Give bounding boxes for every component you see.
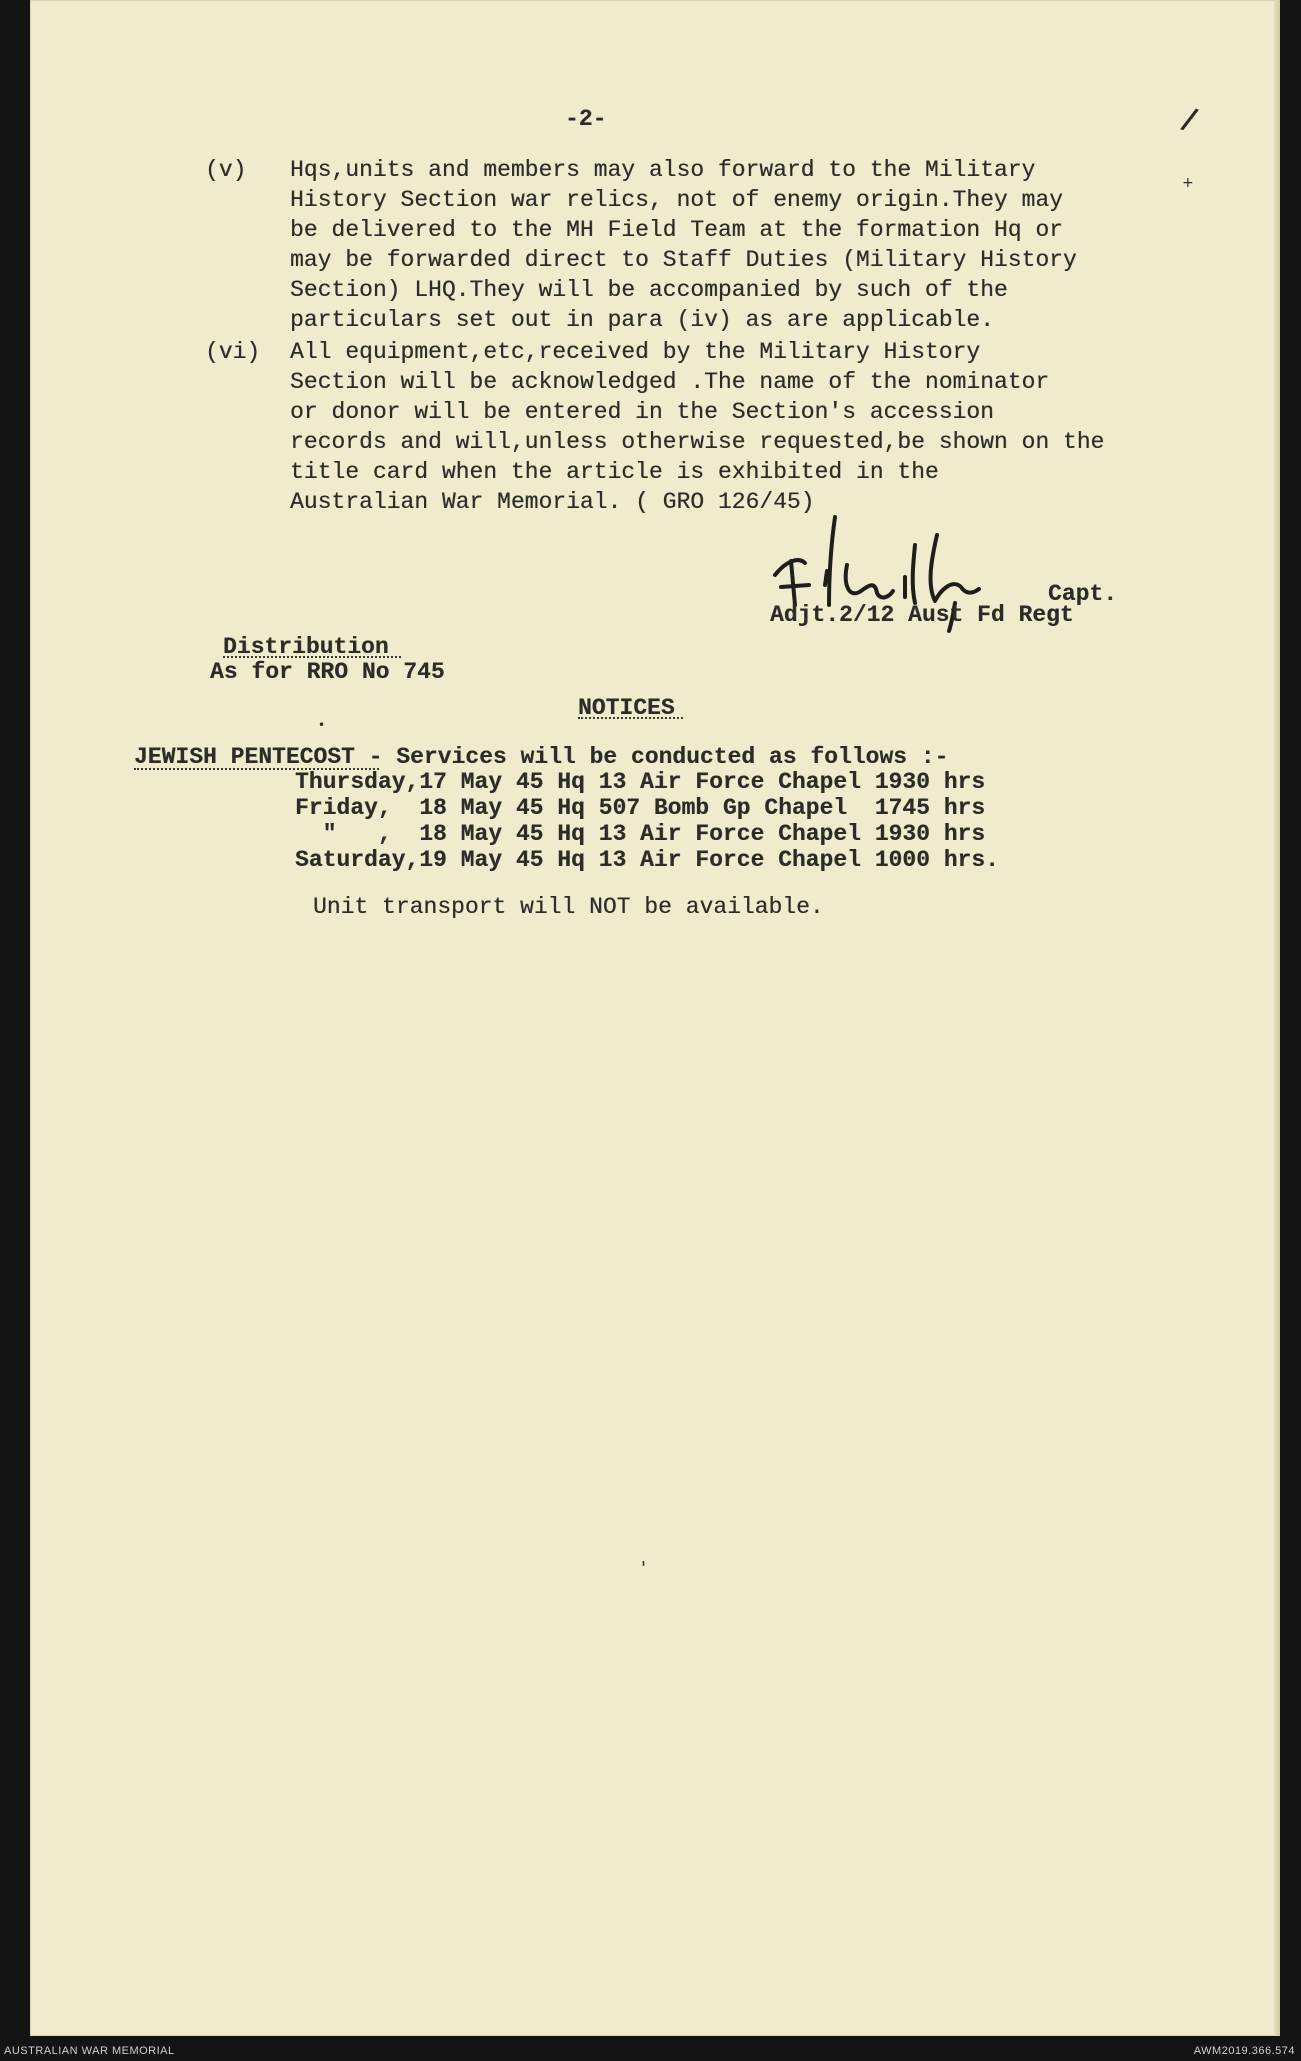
paragraph-v-line: may be forwarded direct to Staff Duties (Military History (290, 247, 1077, 273)
paragraph-v-line: Hqs,units and members may also forward to the Military (290, 157, 1036, 183)
paragraph-vi-line: records and will,unless otherwise requested,be shown on the (290, 429, 1105, 455)
notice-intro: - Services will be conducted as follows :- (354, 744, 949, 770)
notices-heading: NOTICES (578, 695, 675, 721)
paragraph-v-line: Section) LHQ.They will be accompanied by such of the (290, 277, 1008, 303)
paragraph-vi-line: Section will be acknowledged .The name of the nominator (290, 369, 1050, 395)
paragraph-v-line: particulars set out in para (iv) as are applicable. (290, 307, 994, 333)
paragraph-vi-body (290, 337, 1104, 517)
paragraph-vi-line: title card when the article is exhibited in the (290, 459, 939, 485)
paragraph-label-vi: (vi) (205, 339, 261, 365)
distribution-heading: Distribution (223, 634, 389, 660)
paragraph-v-body (290, 155, 1077, 335)
paragraph-vi-line: or donor will be entered in the Section's accession (290, 399, 994, 425)
distribution-line: As for RRO No 745 (210, 659, 445, 685)
paper-edge (1274, 0, 1280, 2036)
stray-mark: • (318, 718, 326, 732)
service-entry: Friday, 18 May 45 Hq 507 Bomb Gp Chapel 1745 hrs (295, 795, 986, 821)
transport-notice: Unit transport will NOT be available. (313, 894, 824, 920)
footer-institution: AUSTRALIAN WAR MEMORIAL (4, 2045, 175, 2057)
paragraph-vi-line: All equipment,etc,received by the Military History (290, 339, 981, 365)
footer-bar (0, 2040, 1301, 2061)
stray-mark: ' (641, 1558, 646, 1579)
margin-tick-mark: / (1178, 101, 1201, 138)
paragraph-v-line: History Section war relics, not of enemy origin.They may (290, 187, 1063, 213)
service-entry: Thursday,17 May 45 Hq 13 Air Force Chapel 1930 hrs (295, 769, 986, 795)
service-entry: Saturday,19 May 45 Hq 13 Air Force Chapel 1000 hrs. (295, 847, 999, 873)
footer-accession-number: AWM2019.366.574 (1193, 2045, 1295, 2057)
paragraph-v-line: be delivered to the MH Field Team at the formation Hq or (290, 217, 1063, 243)
notices-underline (578, 717, 683, 719)
service-entry: " , 18 May 45 Hq 13 Air Force Chapel 1930 hrs (295, 821, 986, 847)
paragraph-vi-line: Australian War Memorial. ( GRO 126/45) (290, 489, 815, 515)
signature-rank: Capt. (1048, 581, 1118, 607)
signature-title: Adjt.2/12 Aust Fd Regt (770, 602, 1074, 628)
page-number: -2- (565, 106, 607, 132)
margin-mark: + (1182, 175, 1194, 191)
paragraph-label-v: (v) (205, 157, 247, 183)
notice-title: JEWISH PENTECOST (134, 744, 355, 770)
